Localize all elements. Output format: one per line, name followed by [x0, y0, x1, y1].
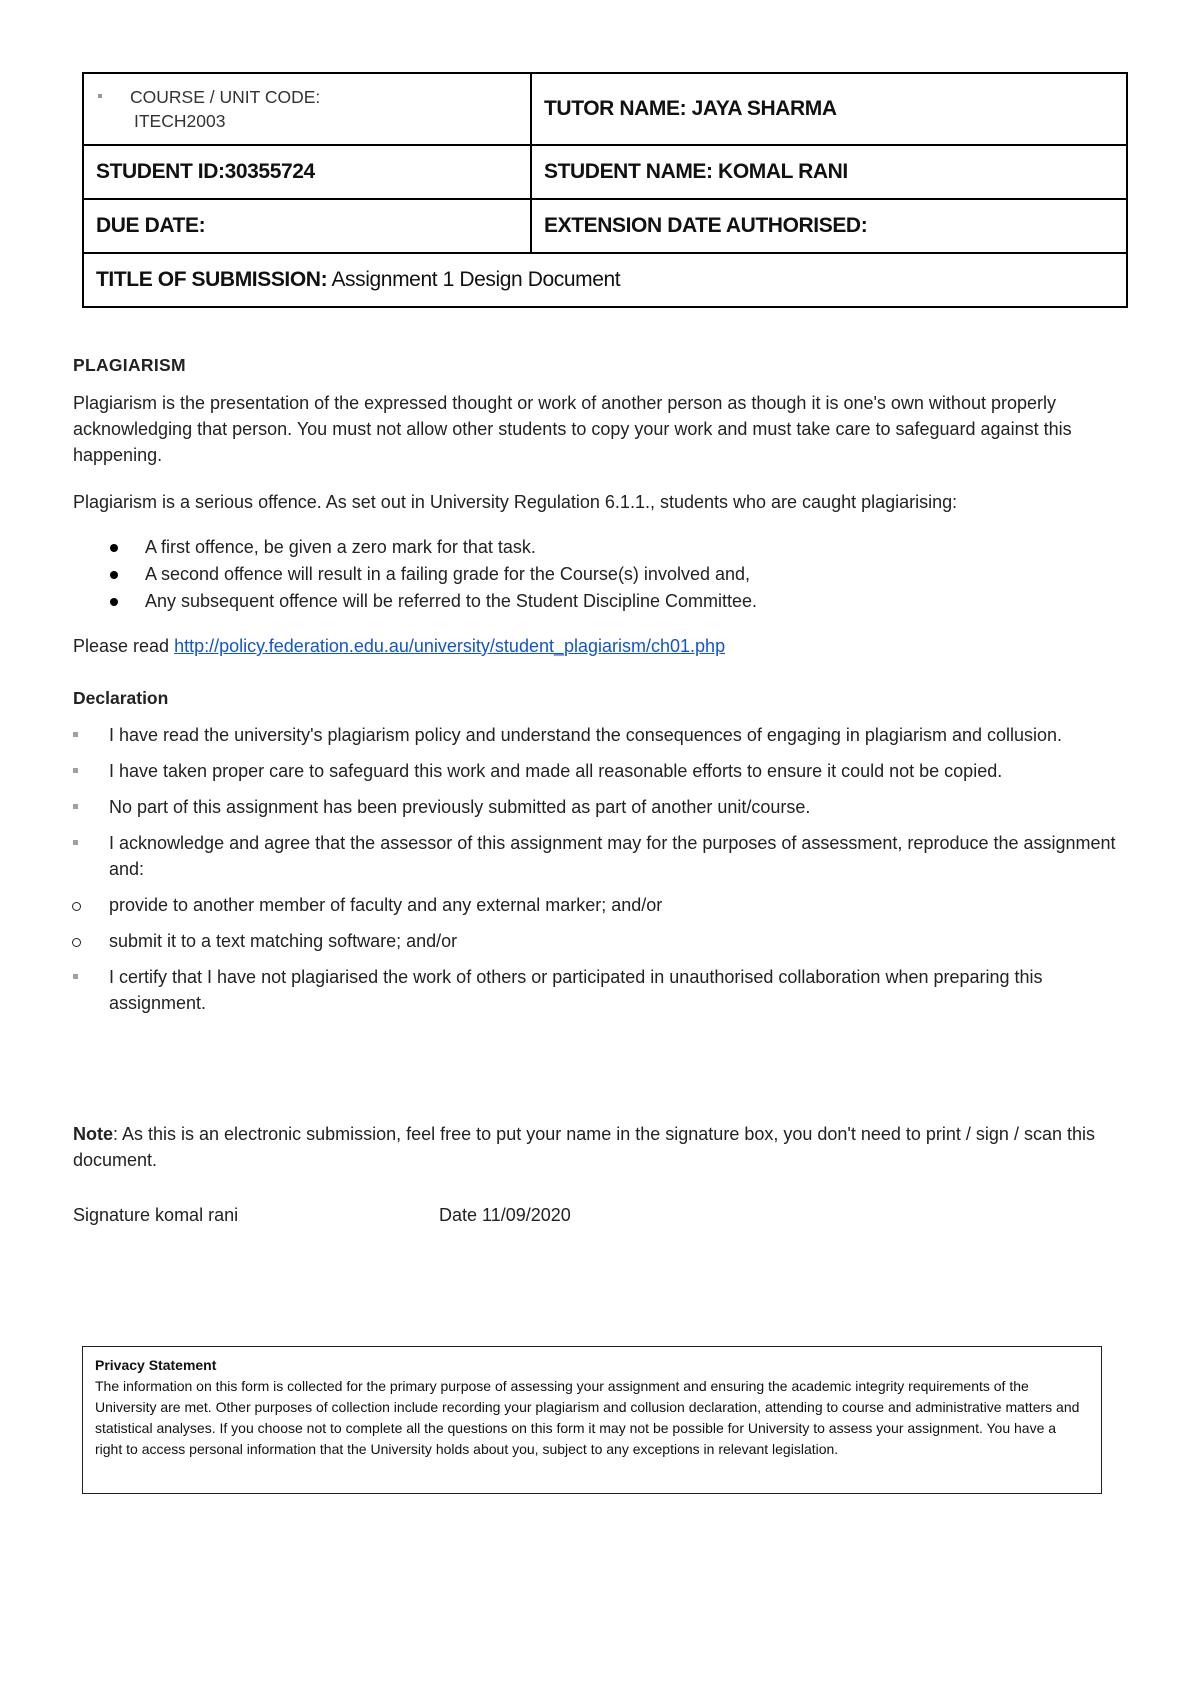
course-code-value: ITECH2003: [134, 111, 226, 131]
bullet-circle-icon: [72, 902, 81, 911]
offence-text: A second offence will result in a failing grade for the Course(s) involved and,: [145, 564, 751, 584]
declaration-text: provide to another member of faculty and any external marker; and/or: [109, 895, 663, 915]
declaration-section: [73, 685, 1133, 1026]
student-id-cell: STUDENT ID:30355724: [83, 145, 531, 199]
list-item: [73, 758, 1133, 784]
bullet-square-icon: [98, 94, 102, 98]
policy-read-prefix: Please read: [73, 636, 175, 656]
bullet-square-icon: [73, 840, 78, 845]
course-code-cell: [83, 73, 531, 145]
declaration-text: I acknowledge and agree that the assessor of this assignment may for the purposes of assessment, reproduce the assignment and:: [109, 833, 1116, 879]
signature-field: Signature komal rani: [73, 1205, 239, 1225]
list-item: [73, 892, 1133, 918]
student-name-cell: STUDENT NAME: KOMAL RANI: [531, 145, 1127, 199]
course-code-label: COURSE / UNIT CODE:: [130, 87, 321, 107]
tutor-name-cell: TUTOR NAME: JAYA SHARMA: [531, 73, 1127, 145]
list-item: [73, 722, 1133, 748]
bullet-icon: [110, 571, 118, 579]
list-item: [73, 588, 1133, 615]
declaration-text: No part of this assignment has been previously submitted as part of another unit/course.: [109, 797, 811, 817]
bullet-square-icon: [73, 804, 78, 809]
declaration-list: [73, 722, 1133, 1016]
privacy-title: Privacy Statement: [95, 1357, 217, 1373]
privacy-statement-box: [82, 1346, 1102, 1494]
bullet-square-icon: [73, 974, 78, 979]
plagiarism-regulation: Plagiarism is a serious offence. As set out in University Regulation 6.1.1., students who are caught plagiarising:: [73, 492, 958, 512]
extension-date-cell: EXTENSION DATE AUTHORISED:: [531, 199, 1127, 253]
offence-list: [73, 534, 1133, 615]
declaration-text: I have taken proper care to safeguard this work and made all reasonable efforts to ensure it could not be copied.: [109, 761, 1003, 781]
policy-read-line: [73, 633, 1133, 659]
submission-title-label: TITLE OF SUBMISSION:: [96, 268, 328, 291]
list-item: [73, 928, 1133, 954]
declaration-text: I have read the university's plagiarism policy and understand the consequences of engaging in plagiarism and collusion.: [109, 725, 1063, 745]
bullet-icon: [110, 598, 118, 606]
bullet-square-icon: [73, 732, 78, 737]
list-item: [73, 830, 1133, 882]
bullet-icon: [110, 544, 118, 552]
date-field: Date 11/09/2020: [439, 1205, 571, 1225]
declaration-heading: Declaration: [73, 688, 169, 708]
plagiarism-section: [73, 352, 1133, 659]
declaration-text: I certify that I have not plagiarised the work of others or participated in unauthorised collaboration when preparing this assignment.: [109, 967, 1043, 1013]
plagiarism-heading: PLAGIARISM: [73, 355, 186, 375]
cover-details-table: [82, 72, 1128, 308]
offence-text: Any subsequent offence will be referred to the Student Discipline Committee.: [145, 591, 757, 611]
declaration-text: submit it to a text matching software; and/or: [109, 931, 458, 951]
note-text: : As this is an electronic submission, feel free to put your name in the signature box, you don't need to print / sign / scan this document.: [73, 1124, 1095, 1170]
submission-title-value: Assignment 1 Design Document: [327, 268, 621, 291]
signature-row: [73, 1202, 1133, 1228]
list-item: [73, 964, 1133, 1016]
privacy-text: The information on this form is collected for the primary purpose of assessing your assignment and ensuring the academic integrity requirements of the University are met. Other purposes of collection include recording your plagiarism and collusion declaration, attending to course and administrative matters and statistical analyses. If you choose not to complete all the questions on this form it may not be possible for University to assess your assignment. You have a right to access personal information that the University holds about you, subject to any exceptions in relevant legislation.: [95, 1378, 1080, 1457]
bullet-circle-icon: [72, 938, 81, 947]
policy-link[interactable]: http://policy.federation.edu.au/university/student_plagiarism/ch01.php: [174, 636, 726, 656]
note-label: Note: [73, 1124, 113, 1144]
due-date-cell: DUE DATE:: [83, 199, 531, 253]
list-item: [73, 794, 1133, 820]
plagiarism-intro: Plagiarism is the presentation of the expressed thought or work of another person as though it is one's own without properly acknowledging that person. You must not allow other students to copy your work and must take care to safeguard against this happening.: [73, 393, 1072, 465]
offence-text: A first offence, be given a zero mark for that task.: [145, 537, 536, 557]
bullet-square-icon: [73, 768, 78, 773]
list-item: [73, 561, 1133, 588]
list-item: [73, 534, 1133, 561]
note-paragraph: [73, 1121, 1133, 1173]
submission-title-cell: [83, 253, 1127, 307]
